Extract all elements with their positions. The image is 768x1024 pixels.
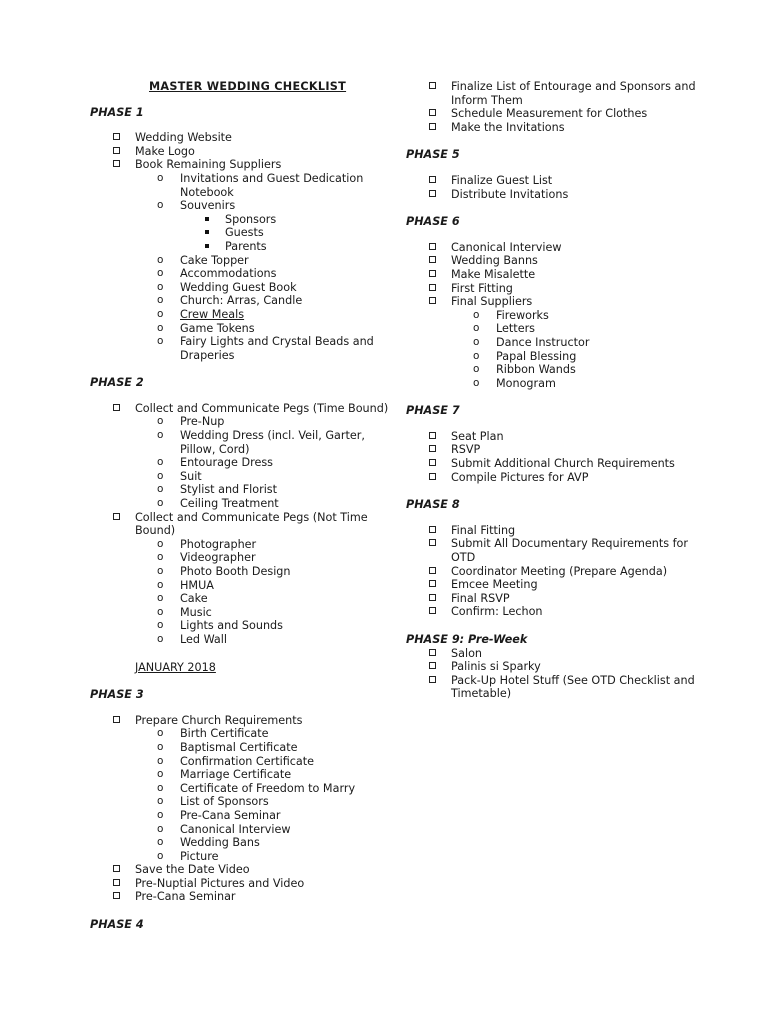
spacer — [406, 201, 706, 215]
sub-item — [135, 172, 390, 199]
sub-item — [135, 267, 390, 281]
checklist — [406, 647, 706, 701]
item-label: o Papal Blessing — [496, 349, 577, 363]
checklist-item[interactable] — [406, 471, 706, 485]
item-label: Final Fitting — [451, 523, 516, 537]
item-label: o Videographer — [180, 551, 256, 565]
sub-item — [135, 415, 390, 429]
item-label: Wedding Banns — [451, 254, 538, 268]
item-label: Compile Pictures for AVP — [451, 470, 589, 484]
sub-item — [135, 483, 390, 497]
item-label: o Letters — [496, 322, 536, 336]
left-column-body — [90, 106, 390, 944]
item-label: Schedule Measurement for Clothes — [451, 107, 648, 121]
item-label: o Cake Topper — [180, 253, 249, 267]
item-label: Collect and Communicate Pegs (Not Time Bound) — [135, 510, 368, 538]
right-column-body — [406, 80, 706, 701]
checklist-item[interactable] — [90, 863, 390, 877]
sub-item — [135, 579, 390, 593]
checklist-item[interactable] — [406, 282, 706, 296]
checklist-item[interactable] — [406, 121, 706, 135]
sub-item — [135, 836, 390, 850]
sub-item — [451, 336, 706, 350]
checklist-item[interactable] — [406, 254, 706, 268]
sub-item — [135, 538, 390, 552]
sub-item — [135, 281, 390, 295]
item-label: o Confirmation Certificate — [180, 754, 315, 768]
sub-item — [135, 254, 390, 268]
item-label: o Wedding Guest Book — [180, 280, 297, 294]
spacer — [90, 119, 390, 131]
sub-item — [135, 592, 390, 606]
sub-item — [135, 308, 390, 322]
checklist — [90, 131, 390, 362]
sub-item — [135, 551, 390, 565]
item-label: o Church: Arras, Candle — [180, 294, 303, 308]
item-label: o Monogram — [496, 376, 556, 390]
item-label: Parents — [225, 239, 267, 253]
sub-item — [451, 322, 706, 336]
item-label: o Invitations and Guest Dedication Notebook — [180, 171, 364, 199]
checklist-item[interactable] — [90, 158, 390, 362]
spacer — [406, 418, 706, 430]
checklist — [406, 174, 706, 201]
spacer — [90, 674, 390, 688]
item-label: o Music — [180, 605, 212, 619]
item-label: o Entourage Dress — [180, 456, 273, 470]
item-label: o Marriage Certificate — [180, 768, 292, 782]
checklist-item[interactable] — [90, 145, 390, 159]
checklist-item[interactable] — [406, 565, 706, 579]
item-label: Save the Date Video — [135, 863, 250, 877]
checklist-item[interactable] — [406, 430, 706, 444]
checklist — [406, 80, 706, 134]
checklist-item[interactable] — [406, 660, 706, 674]
item-label: o Wedding Dress (incl. Veil, Garter, Pillow, Cord) — [180, 429, 365, 456]
sub-item — [451, 309, 706, 323]
checklist — [406, 241, 706, 391]
item-label: o Fairy Lights and Crystal Beads and Draperies — [180, 335, 374, 362]
sub-item — [135, 633, 390, 647]
item-label: Pre-Cana Seminar — [135, 890, 236, 904]
item-label: Pre-Nuptial Pictures and Video — [135, 876, 305, 890]
phase-heading: PHASE 5 — [406, 148, 460, 162]
item-label: Guests — [225, 226, 264, 240]
item-label: Make the Invitations — [451, 120, 565, 134]
sub-item — [135, 322, 390, 336]
sub-list — [135, 538, 390, 647]
checklist-item[interactable] — [406, 188, 706, 202]
item-label: o Led Wall — [180, 632, 227, 646]
item-label: o Suit — [180, 469, 202, 483]
sub-item — [135, 470, 390, 484]
checklist — [406, 524, 706, 619]
item-label: o Fireworks — [496, 308, 549, 322]
item-label: o Photo Booth Design — [180, 565, 291, 578]
checklist-item[interactable] — [406, 647, 706, 661]
item-label: o Canonical Interview — [180, 822, 291, 836]
sub-item — [135, 429, 390, 456]
spacer — [90, 390, 390, 402]
checklist — [90, 714, 390, 904]
item-label: Sponsors — [225, 212, 277, 226]
item-label: Collect and Communicate Pegs (Time Bound) — [135, 401, 389, 415]
item-label: o Ribbon Wands — [496, 363, 576, 377]
checklist-item[interactable] — [406, 674, 706, 701]
sub-item — [135, 768, 390, 782]
checklist-item[interactable] — [406, 268, 706, 282]
spacer — [406, 484, 706, 498]
item-label: Pack-Up Hotel Stuff (See OTD Checklist and Timetable) — [451, 673, 695, 701]
item-label: Palinis si Sparky — [451, 660, 541, 674]
sub-sub-item — [180, 240, 390, 254]
item-label: o Game Tokens — [180, 321, 255, 335]
sub-item — [135, 619, 390, 633]
item-label: Seat Plan — [451, 429, 504, 443]
checklist-item[interactable] — [406, 174, 706, 188]
checklist-item[interactable] — [406, 605, 706, 619]
sub-item — [135, 199, 390, 253]
month-heading: JANUARY 2018 — [135, 660, 216, 674]
item-label: o HMUA — [180, 578, 214, 592]
item-label: o Pre-Nup — [180, 415, 225, 429]
item-label: o Lights and Sounds — [180, 619, 283, 633]
item-label: Finalize List of Entourage and Sponsors and Inform Them — [451, 80, 696, 107]
item-label: Wedding Website — [135, 131, 232, 145]
phase-heading: PHASE 3 — [90, 688, 144, 702]
phase-heading: PHASE 2 — [90, 376, 144, 390]
spacer — [90, 647, 390, 661]
item-label: o Dance Instructor — [496, 335, 590, 349]
item-label: Submit Additional Church Requirements — [451, 457, 675, 471]
sub-item — [135, 294, 390, 308]
checklist-item[interactable] — [406, 443, 706, 457]
item-label: o Stylist and Florist — [180, 483, 278, 497]
item-label: o Pre-Cana Seminar — [180, 808, 281, 822]
item-label: Book Remaining Suppliers — [135, 158, 282, 172]
sub-item — [451, 363, 706, 377]
item-label: Distribute Invitations — [451, 187, 569, 201]
checklist-item[interactable] — [90, 402, 390, 511]
sub-item — [135, 809, 390, 823]
checklist-item[interactable] — [406, 537, 706, 564]
sub-item — [135, 850, 390, 864]
checklist-item[interactable] — [90, 714, 390, 864]
item-label: Salon — [451, 646, 483, 660]
item-label: o Ceiling Treatment — [180, 497, 279, 511]
item-label: Final Suppliers — [451, 295, 533, 309]
item-label: Finalize Guest List — [451, 173, 553, 187]
sub-item — [135, 606, 390, 620]
checklist-item[interactable] — [406, 295, 706, 390]
item-label: o Accommodations — [180, 267, 277, 281]
item-label: o Cake — [180, 592, 208, 606]
document-title: MASTER WEDDING CHECKLIST — [149, 80, 347, 93]
spacer — [90, 932, 390, 944]
item-label: o Certificate of Freedom to Marry — [180, 781, 356, 795]
item-label: Emcee Meeting — [451, 578, 538, 592]
checklist-item[interactable] — [406, 457, 706, 471]
checklist-item[interactable] — [90, 890, 390, 904]
item-label: o Souvenirs — [180, 199, 236, 213]
item-label: o Birth Certificate — [180, 727, 269, 741]
item-label: o List of Sponsors — [180, 795, 269, 809]
item-label: Canonical Interview — [451, 240, 562, 254]
checklist — [90, 402, 390, 647]
spacer — [406, 162, 706, 174]
item-label: o Crew Meals — [180, 307, 245, 321]
item-label: Make Misalette — [451, 267, 536, 281]
item-label: Make Logo — [135, 144, 195, 158]
item-label: Prepare Church Requirements — [135, 713, 303, 727]
item-label: o Wedding Bans — [180, 836, 260, 850]
item-label: o Photographer — [180, 537, 257, 551]
sub-list — [135, 172, 390, 362]
spacer — [406, 390, 706, 404]
item-label: Coordinator Meeting (Prepare Agenda) — [451, 564, 668, 578]
sub-item — [135, 565, 390, 579]
checklist-item[interactable] — [406, 578, 706, 592]
checklist-item[interactable] — [90, 511, 390, 647]
sub-item — [451, 377, 706, 391]
sub-list — [135, 727, 390, 863]
item-label: o Baptismal Certificate — [180, 740, 298, 754]
item-label: o Picture — [180, 849, 219, 863]
checklist-item[interactable] — [406, 241, 706, 255]
sub-item — [135, 823, 390, 837]
item-label: Final RSVP — [451, 591, 510, 605]
spacer — [90, 904, 390, 918]
item-label: First Fitting — [451, 281, 513, 295]
spacer — [90, 702, 390, 714]
phase-heading: PHASE 8 — [406, 498, 460, 512]
checklist-item[interactable] — [90, 877, 390, 891]
checklist-item[interactable] — [406, 524, 706, 538]
item-label: RSVP — [451, 443, 481, 457]
checklist-item[interactable] — [406, 592, 706, 606]
item-label: Confirm: Lechon — [451, 605, 543, 619]
sub-sub-item — [180, 226, 390, 240]
checklist-item[interactable] — [406, 107, 706, 121]
sub-item — [135, 795, 390, 809]
checklist — [406, 430, 706, 484]
sub-item — [135, 755, 390, 769]
sub-sub-item — [180, 213, 390, 227]
phase-heading: PHASE 4 — [90, 918, 144, 932]
sub-item — [135, 741, 390, 755]
sub-item — [451, 350, 706, 364]
phase-heading: PHASE 1 — [90, 105, 144, 119]
sub-item — [135, 497, 390, 511]
item-label: Submit All Documentary Requirements for OTD — [451, 537, 688, 565]
spacer — [90, 362, 390, 376]
checklist-item[interactable] — [90, 131, 390, 145]
phase-heading: PHASE 9: Pre-Week — [406, 633, 528, 646]
checklist-item[interactable] — [406, 80, 706, 107]
spacer — [406, 134, 706, 148]
right-column — [406, 80, 706, 701]
sub-list — [451, 309, 706, 391]
sub-sub-list — [180, 213, 390, 254]
sub-item — [135, 782, 390, 796]
phase-heading: PHASE 7 — [406, 404, 460, 418]
left-column — [90, 80, 390, 944]
phase-heading: PHASE 6 — [406, 215, 460, 229]
spacer — [406, 229, 706, 241]
sub-list — [135, 415, 390, 510]
spacer — [406, 512, 706, 524]
sub-item — [135, 727, 390, 741]
spacer — [406, 619, 706, 633]
sub-item — [135, 335, 390, 362]
sub-item — [135, 456, 390, 470]
